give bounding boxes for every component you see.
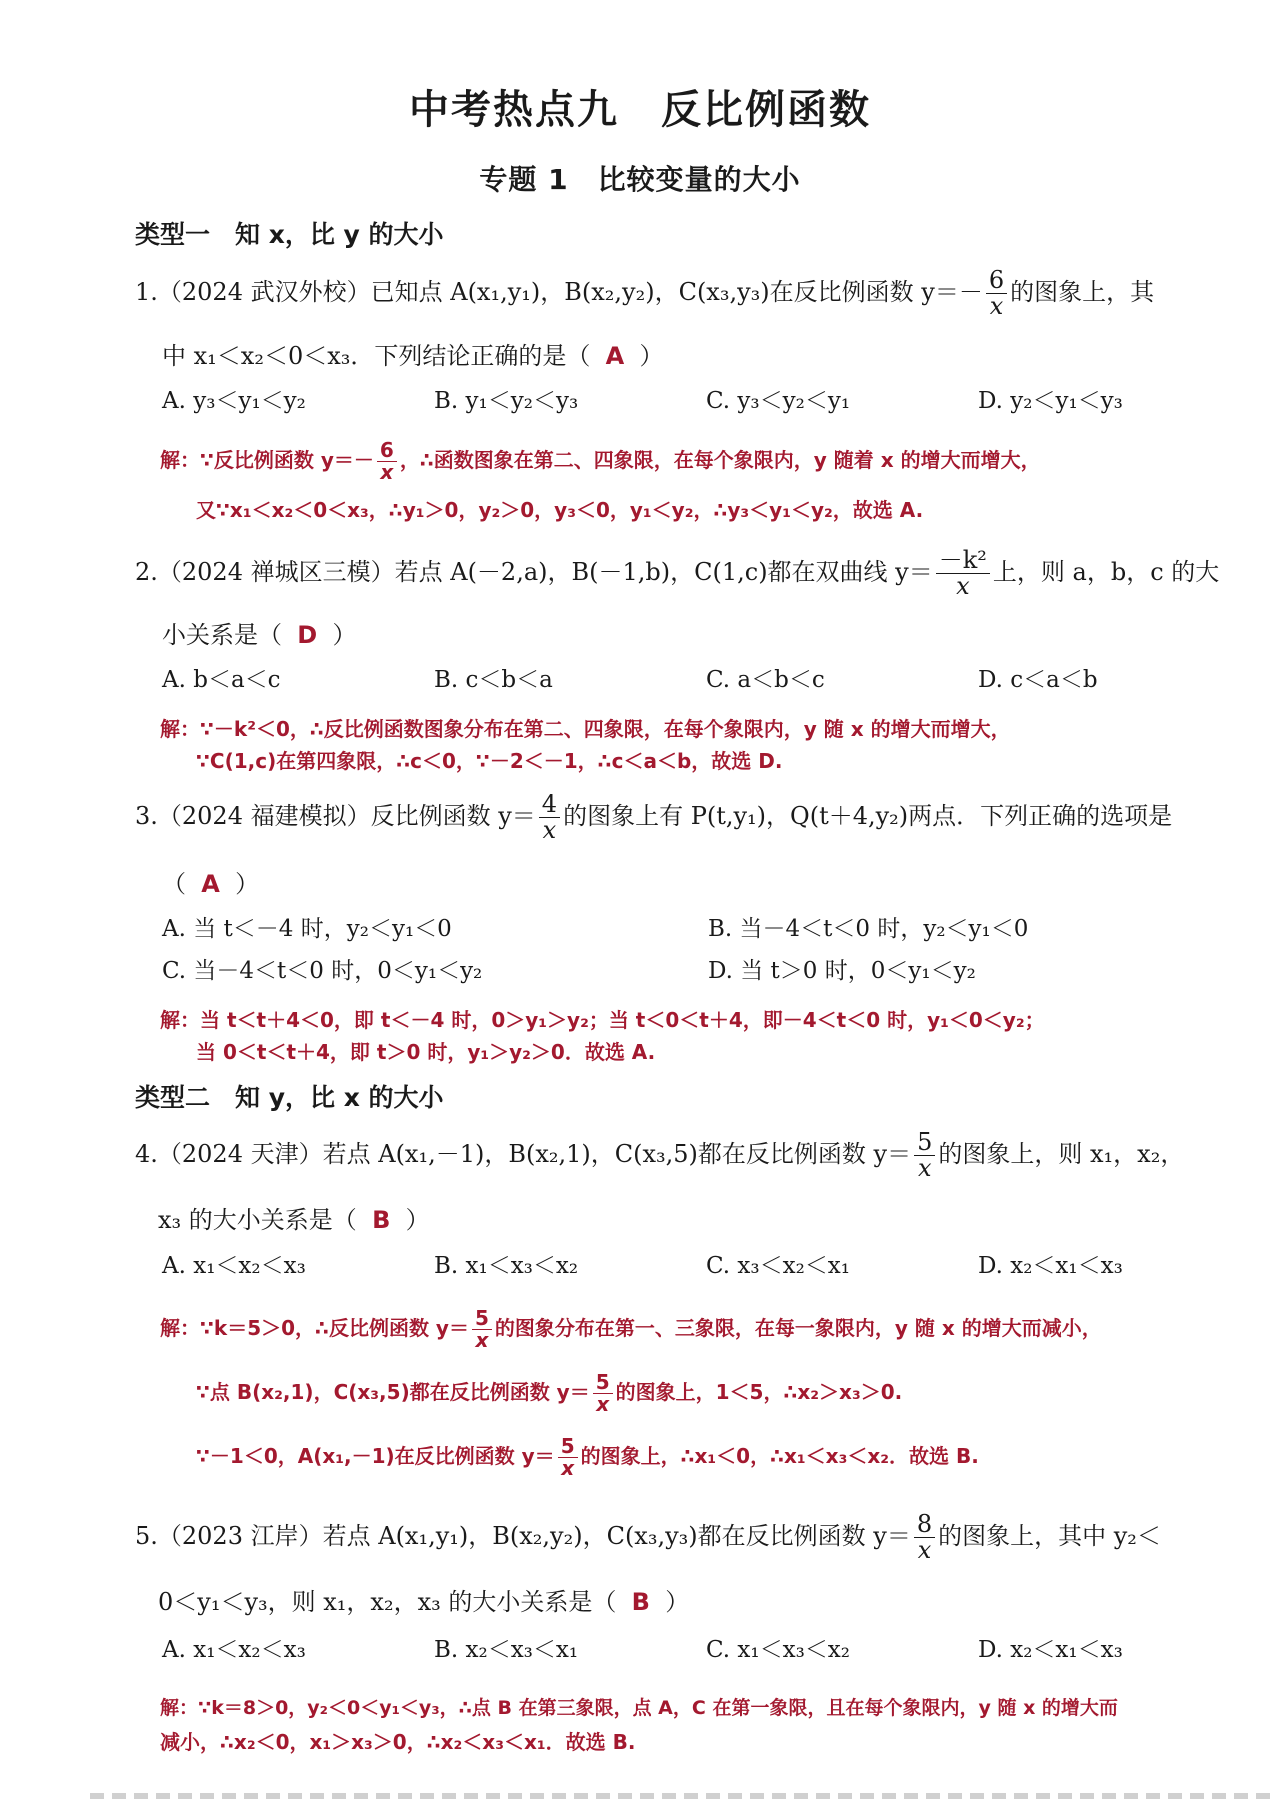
solution-4-line-1: 解：∵k＝5＞0，∴反比例函数 y＝ $\frac{5}{x}$ 的图象分布在第一、三象限，在每一象限内，y 随 x 的增大而减小， xyxy=(160,1306,1102,1352)
option-b: B. 当－4＜t＜0 时，y₂＜y₁＜0 xyxy=(708,916,1029,942)
option-a: A. 当 t＜－4 时，y₂＜y₁＜0 xyxy=(162,916,452,942)
answer-mark: A xyxy=(201,870,220,898)
option-c: C. 当－4＜t＜0 时，0＜y₁＜y₂ xyxy=(162,958,483,984)
option-d: D. 当 t＞0 时，0＜y₁＜y₂ xyxy=(708,958,976,984)
page-footer-rule xyxy=(90,1793,1270,1799)
page-title: 中考热点九 反比例函数 xyxy=(409,87,871,133)
option-d: D. y₂＜y₁＜y₃ xyxy=(978,388,1123,414)
option-a: A. x₁＜x₂＜x₃ xyxy=(162,1253,306,1279)
option-b: B. x₂＜x₃＜x₁ xyxy=(434,1637,579,1663)
option-a: A. y₃＜y₁＜y₂ xyxy=(162,388,306,414)
solution-5-line-1: 解：∵k＝8＞0，y₂＜0＜y₁＜y₃，∴点 B 在第三象限，点 A，C 在第一象限，且在每个象限内，y 随 x 的增大而 xyxy=(160,1697,1118,1719)
question-4-line-1: 4.（2024 天津）若点 A(x₁,－1)，B(x₂,1)，C(x₃,5)都在反比例函数 y＝ $\frac{5}{x}$ 的图象上，则 x₁，x₂， xyxy=(135,1128,1185,1183)
option-b: B. y₁＜y₂＜y₃ xyxy=(434,388,579,414)
option-c: C. x₃＜x₂＜x₁ xyxy=(706,1253,850,1279)
section-heading-type-2: 类型二 知 y，比 x 的大小 xyxy=(135,1083,444,1112)
option-c: C. y₃＜y₂＜y₁ xyxy=(706,388,851,414)
answer-mark: B xyxy=(631,1588,650,1616)
solution-1-line-2: 又∵x₁＜x₂＜0＜x₃，∴y₁＞0，y₂＞0，y₃＜0，y₁＜y₂，∴y₃＜y₁＜y₂，故选 A. xyxy=(196,498,924,522)
page-subtitle: 专题 1 比较变量的大小 xyxy=(479,163,801,196)
question-2-line-2: 小关系是（ D ） xyxy=(162,621,357,649)
option-d: D. x₂＜x₁＜x₃ xyxy=(978,1253,1123,1279)
option-a: A. x₁＜x₂＜x₃ xyxy=(162,1637,306,1663)
answer-mark: A xyxy=(605,342,625,370)
fraction: $\frac{6}{x}$ xyxy=(986,268,1007,319)
solution-4-line-3: ∵－1＜0，A(x₁,－1)在反比例函数 y＝ $\frac{5}{x}$ 的图象上，∴x₁＜0，∴x₁＜x₃＜x₂．故选 B. xyxy=(196,1434,979,1480)
question-3-line-2: （ A ） xyxy=(162,870,260,898)
question-2-line-1: 2.（2024 禅城区三模）若点 A(－2,a)，B(－1,b)，C(1,c)都在双曲线 y＝ $\frac{\text{－k²}}{x}$ 上，则 a，b，c 的大 xyxy=(135,546,1220,601)
answer-mark: D xyxy=(297,621,318,649)
option-d: D. x₂＜x₁＜x₃ xyxy=(978,1637,1123,1663)
option-b: B. x₁＜x₃＜x₂ xyxy=(434,1253,579,1279)
solution-2-line-2: ∵C(1,c)在第四象限，∴c＜0，∵－2＜－1，∴c＜a＜b，故选 D. xyxy=(196,749,783,773)
option-c: C. a＜b＜c xyxy=(706,667,825,693)
question-3-line-1: 3.（2024 福建模拟）反比例函数 y＝ $\frac{4}{x}$ 的图象上有 P(t,y₁)，Q(t＋4,y₂)两点．下列正确的选项是 xyxy=(135,790,1173,845)
option-a: A. b＜a＜c xyxy=(162,667,281,693)
question-1-line-1: 1.（2024 武汉外校）已知点 A(x₁,y₁)，B(x₂,y₂)，C(x₃,y₃)在反比例函数 y＝－ $\frac{6}{x}$ 的图象上，其 xyxy=(135,266,1155,321)
section-heading-type-1: 类型一 知 x，比 y 的大小 xyxy=(135,220,444,249)
question-5-line-2: 0＜y₁＜y₃，则 x₁，x₂，x₃ 的大小关系是（ B ） xyxy=(158,1588,690,1616)
question-4-line-2: x₃ 的大小关系是（ B ） xyxy=(158,1206,430,1234)
question-1-line-2: 中 x₁＜x₂＜0＜x₃．下列结论正确的是（ A ） xyxy=(162,342,664,370)
option-d: D. c＜a＜b xyxy=(978,667,1098,693)
solution-4-line-2: ∵点 B(x₂,1)，C(x₃,5)都在反比例函数 y＝ $\frac{5}{x}$ 的图象上，1＜5，∴x₂＞x₃＞0. xyxy=(196,1370,903,1416)
solution-2-line-1: 解：∵－k²＜0，∴反比例函数图象分布在第二、四象限，在每个象限内，y 随 x 的增大而增大， xyxy=(160,717,1011,741)
solution-5-line-2: 减小，∴x₂＜0，x₁＞x₃＞0，∴x₂＜x₃＜x₁．故选 B. xyxy=(160,1730,636,1754)
option-b: B. c＜b＜a xyxy=(434,667,553,693)
answer-mark: B xyxy=(372,1206,391,1234)
solution-3-line-2: 当 0＜t＜t＋4，即 t＞0 时，y₁＞y₂＞0．故选 A. xyxy=(196,1040,656,1064)
solution-3-line-1: 解：当 t＜t＋4＜0，即 t＜－4 时，0＞y₁＞y₂；当 t＜0＜t＋4，即－4＜t＜0 时，y₁＜0＜y₂； xyxy=(160,1008,1045,1032)
option-c: C. x₁＜x₃＜x₂ xyxy=(706,1637,850,1663)
solution-1-line-1: 解：∵反比例函数 y＝－ $\frac{6}{x}$ ，∴函数图象在第二、四象限，在每个象限内，y 随着 x 的增大而增大， xyxy=(160,438,1041,484)
question-5-line-1: 5.（2023 江岸）若点 A(x₁,y₁)，B(x₂,y₂)，C(x₃,y₃)都在反比例函数 y＝ $\frac{8}{x}$ 的图象上，其中 y₂＜ xyxy=(135,1510,1161,1565)
